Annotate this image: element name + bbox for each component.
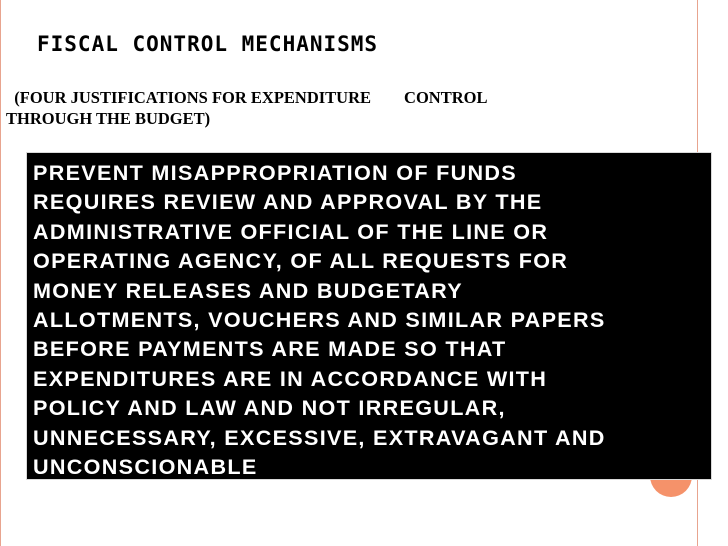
slide-title: FISCAL CONTROL MECHANISMS [37, 32, 379, 56]
subtitle-line-2: THROUGH THE BUDGET) [6, 109, 211, 128]
slide-frame-left-line [0, 0, 1, 546]
content-box [26, 152, 712, 480]
content-body-text: PREVENT MISAPPROPRIATION OF FUNDS REQUIRES REVIEW AND APPROVAL BY THE ADMINISTRATIVE OFFICIAL OF THE LINE OR OPERATING AGENCY, OF ALL REQUESTS FOR MONEY RELEASES AND BUDGETARY ALLOTMENTS, VOUCHERS AND SIMILAR PAPERS BEFORE PAYMENTS ARE MADE SO THAT EXPENDITURES ARE IN ACCORDANCE WITH POLICY AND LAW AND NOT IRREGULAR, UNNECESSARY, EXCESSIVE, EXTRAVAGANT AND UNCONSCIONABLE [33, 160, 606, 480]
slide-subtitle [6, 87, 646, 129]
subtitle-line-1: (FOUR JUSTIFICATIONS FOR EXPENDITURE CONTROL [6, 88, 488, 107]
